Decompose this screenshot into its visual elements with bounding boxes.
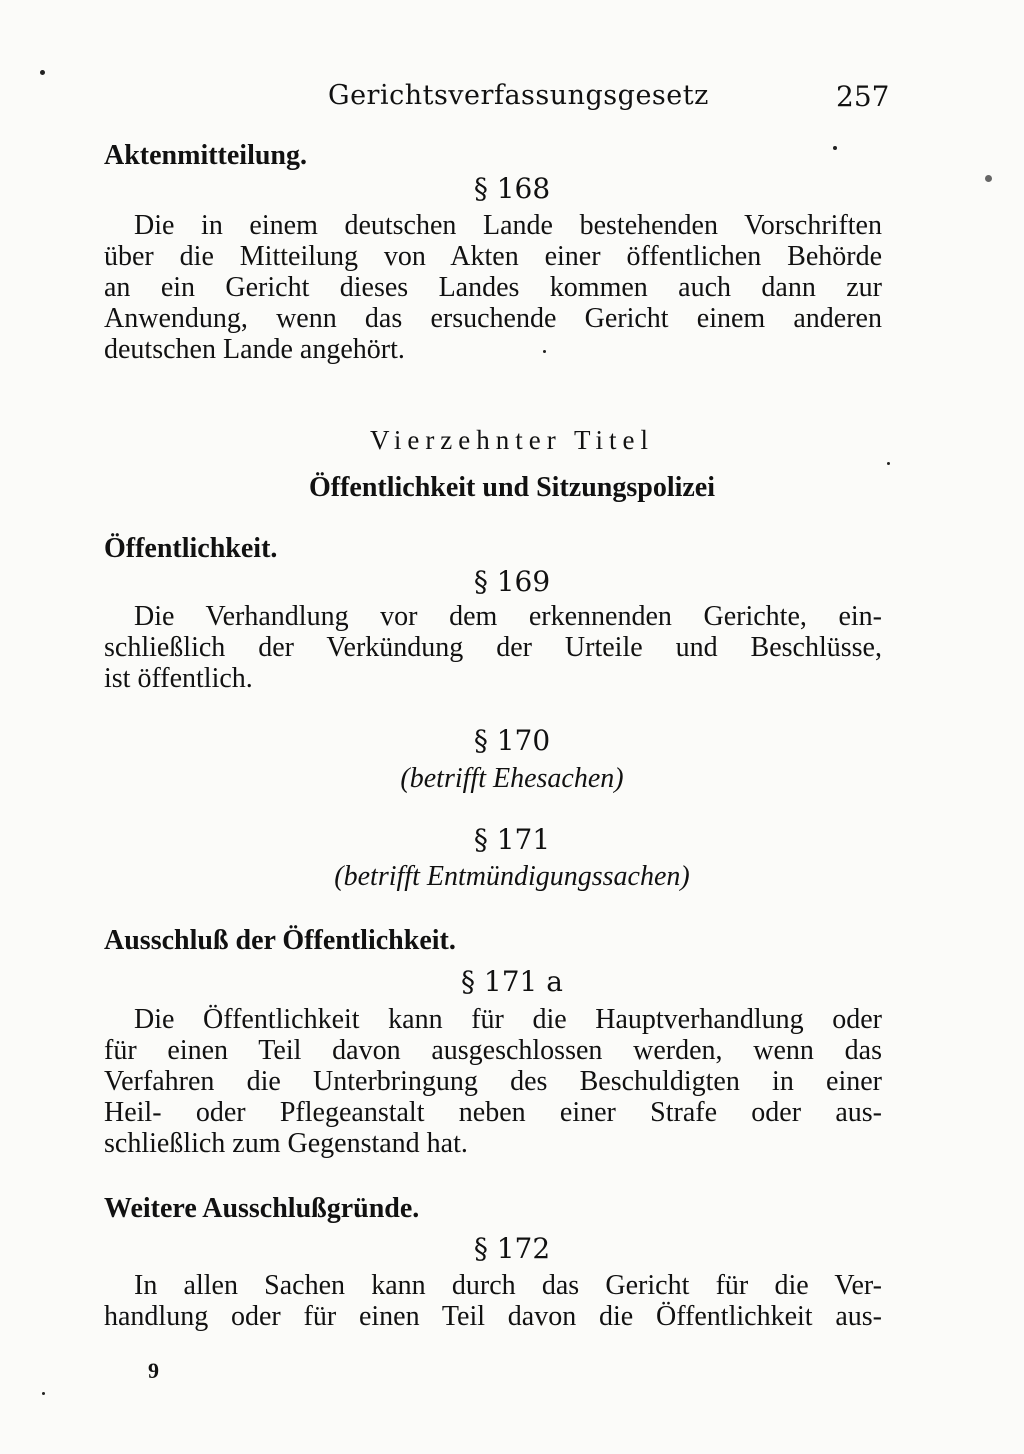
- scan-speck: [40, 70, 45, 75]
- text-line: ist öffentlich.: [104, 663, 253, 694]
- text-line: Die Öffentlichkeit kann für die Hauptverhandlung oder: [134, 1004, 882, 1035]
- text-line: handlung oder für einen Teil davon die Öffentlichkeit aus-: [104, 1301, 882, 1332]
- text-line: über die Mitteilung von Akten einer öffentlichen Behörde: [104, 241, 882, 272]
- section-171a-heading: Ausschluß der Öffentlichkeit.: [104, 925, 456, 956]
- text-line: für einen Teil davon ausgeschlossen werden, wenn das: [104, 1035, 882, 1066]
- section-170-note: (betrifft Ehesachen): [400, 763, 624, 794]
- section-169-text: [104, 601, 882, 694]
- text-line: Die in einem deutschen Lande bestehenden Vorschriften: [134, 210, 882, 241]
- section-168-heading: Aktenmitteilung.: [104, 140, 307, 171]
- section-169-heading: Öffentlichkeit.: [104, 533, 278, 564]
- text-line: Anwendung, wenn das ersuchende Gericht einem anderen: [104, 303, 882, 334]
- section-172-number: § 172: [473, 1232, 551, 1265]
- text-line: schließlich zum Gegenstand hat.: [104, 1128, 468, 1159]
- title-name: Öffentlichkeit und Sitzungspolizei: [308, 472, 716, 503]
- scan-speck: [887, 462, 890, 465]
- section-169-number: § 169: [473, 565, 551, 598]
- section-171-number: § 171: [473, 823, 551, 856]
- text-line: Verfahren die Unterbringung des Beschuldigten in einer: [104, 1066, 882, 1097]
- page-number: 257: [836, 80, 890, 113]
- running-header-title: Gerichtsverfassungsgesetz: [328, 80, 709, 111]
- text-line: Heil- oder Pflegeanstalt neben einer Strafe oder aus-: [104, 1097, 882, 1128]
- section-168-text: [104, 210, 882, 365]
- text-line: an ein Gericht dieses Landes kommen auch dann zur: [104, 272, 882, 303]
- scan-speck: [42, 1392, 45, 1395]
- printer-signature: 9: [148, 1358, 159, 1383]
- section-171a-text: [104, 1004, 882, 1159]
- section-171a-number: § 171 a: [461, 965, 563, 998]
- section-172-heading: Weitere Ausschlußgründe.: [104, 1193, 420, 1224]
- title-number: Vierzehnter Titel: [369, 425, 655, 455]
- text-line: Die Verhandlung vor dem erkennenden Gerichte, ein-: [134, 601, 882, 632]
- scan-speck: [543, 350, 546, 353]
- scan-speck: [985, 175, 992, 182]
- section-168-number: § 168: [473, 172, 551, 205]
- text-line: deutschen Lande angehört.: [104, 334, 405, 365]
- section-172-text: [104, 1270, 882, 1332]
- section-170-number: § 170: [473, 724, 551, 757]
- text-line: schließlich der Verkündung der Urteile und Beschlüsse,: [104, 632, 882, 663]
- text-line: In allen Sachen kann durch das Gericht für die Ver-: [134, 1270, 882, 1301]
- scan-speck: [833, 146, 837, 150]
- section-171-note: (betrifft Entmündigungssachen): [334, 861, 690, 892]
